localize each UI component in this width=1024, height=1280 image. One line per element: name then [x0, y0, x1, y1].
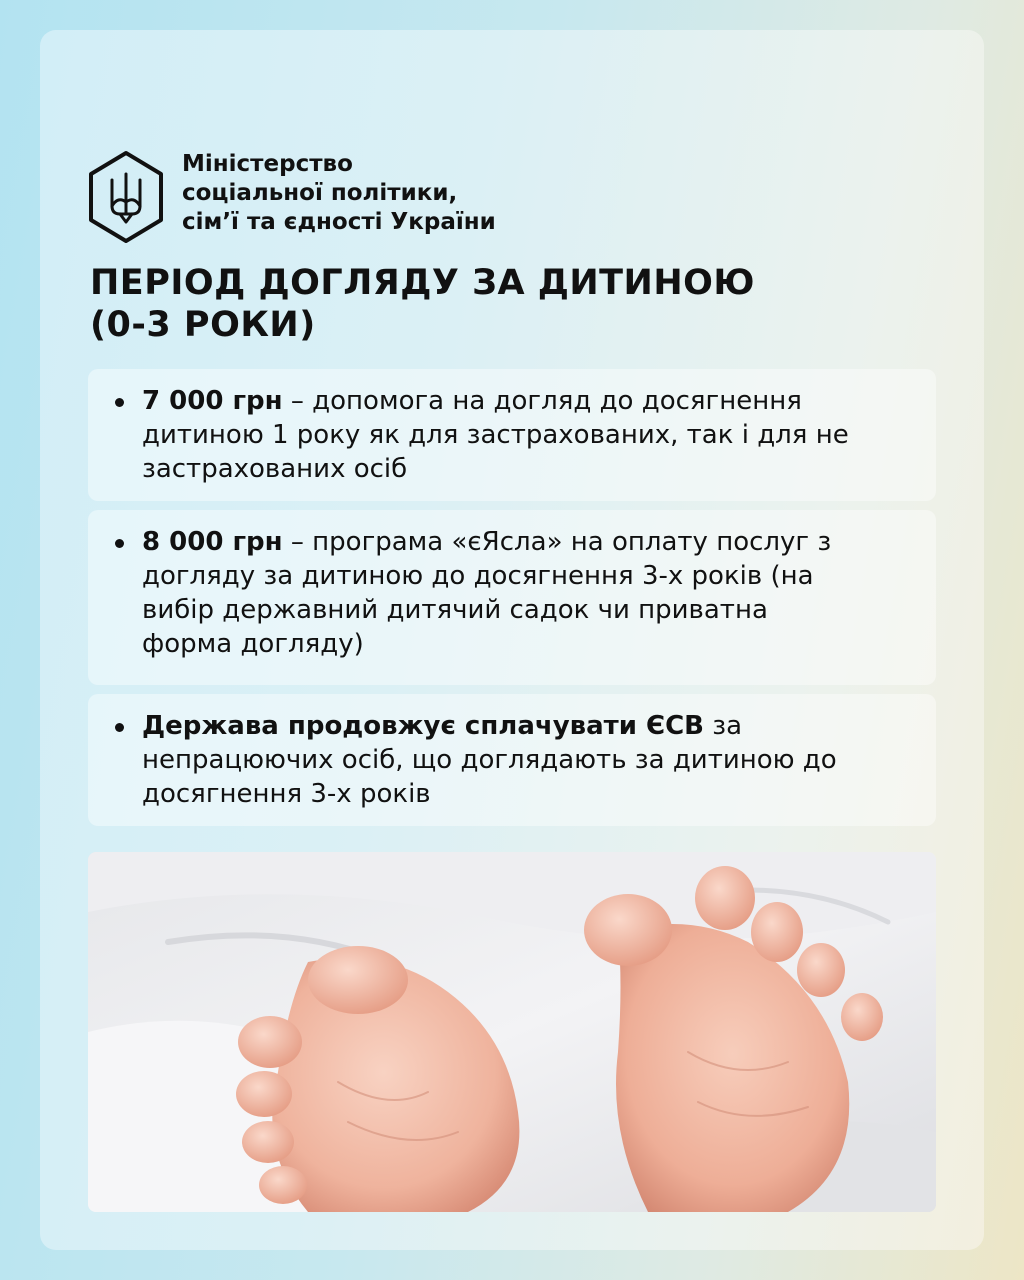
page-title: [90, 262, 950, 346]
benefit-item-line: вибір державний дитячий садок чи приватна: [142, 595, 768, 625]
page-title-line: (0-3 РОКИ): [90, 305, 316, 345]
benefit-item-line: застрахованих осіб: [142, 454, 408, 484]
benefit-item-text: [142, 384, 922, 486]
bullet-icon: [115, 723, 124, 732]
benefit-description: – допомога на догляд до досягнення: [282, 386, 802, 416]
benefit-description: – програма «єЯсла» на оплату послуг з: [282, 527, 832, 557]
benefit-item-line: [142, 384, 922, 418]
benefit-amount: 7 000 грн: [142, 386, 283, 416]
benefit-item-text: [142, 709, 922, 811]
benefit-description: за: [703, 711, 743, 741]
ministry-name-line: соціальної політики,: [182, 180, 458, 206]
benefit-item-line: догляду за дитиною до досягнення 3-х років (на: [142, 561, 814, 591]
ministry-name: [182, 150, 602, 237]
page-title-line: ПЕРІОД ДОГЛЯДУ ЗА ДИТИНОЮ: [90, 263, 755, 303]
benefit-item-1: [88, 369, 936, 501]
bullet-icon: [115, 398, 124, 407]
ministry-name-line: Міністерство: [182, 151, 353, 177]
benefit-highlight: Держава продовжує сплачувати ЄСВ: [142, 711, 704, 741]
baby-feet-photo: [88, 852, 936, 1212]
benefit-item-line: непрацюючих осіб, що доглядають за дитиною до: [142, 745, 837, 775]
benefit-item-line: досягнення 3-х років: [142, 779, 431, 809]
benefit-item-line: дитиною 1 року як для застрахованих, так і для не: [142, 420, 849, 450]
benefit-item-line: [142, 709, 922, 743]
benefit-item-text: [142, 525, 922, 661]
bullet-icon: [115, 539, 124, 548]
benefit-amount: 8 000 грн: [142, 527, 283, 557]
benefit-item-line: форма догляду): [142, 629, 364, 659]
trident-hexagon-icon: [88, 150, 164, 244]
benefit-item-3: [88, 694, 936, 826]
benefit-item-line: [142, 525, 922, 559]
ministry-name-line: сім’ї та єдності України: [182, 209, 496, 235]
benefit-item-2: [88, 510, 936, 685]
